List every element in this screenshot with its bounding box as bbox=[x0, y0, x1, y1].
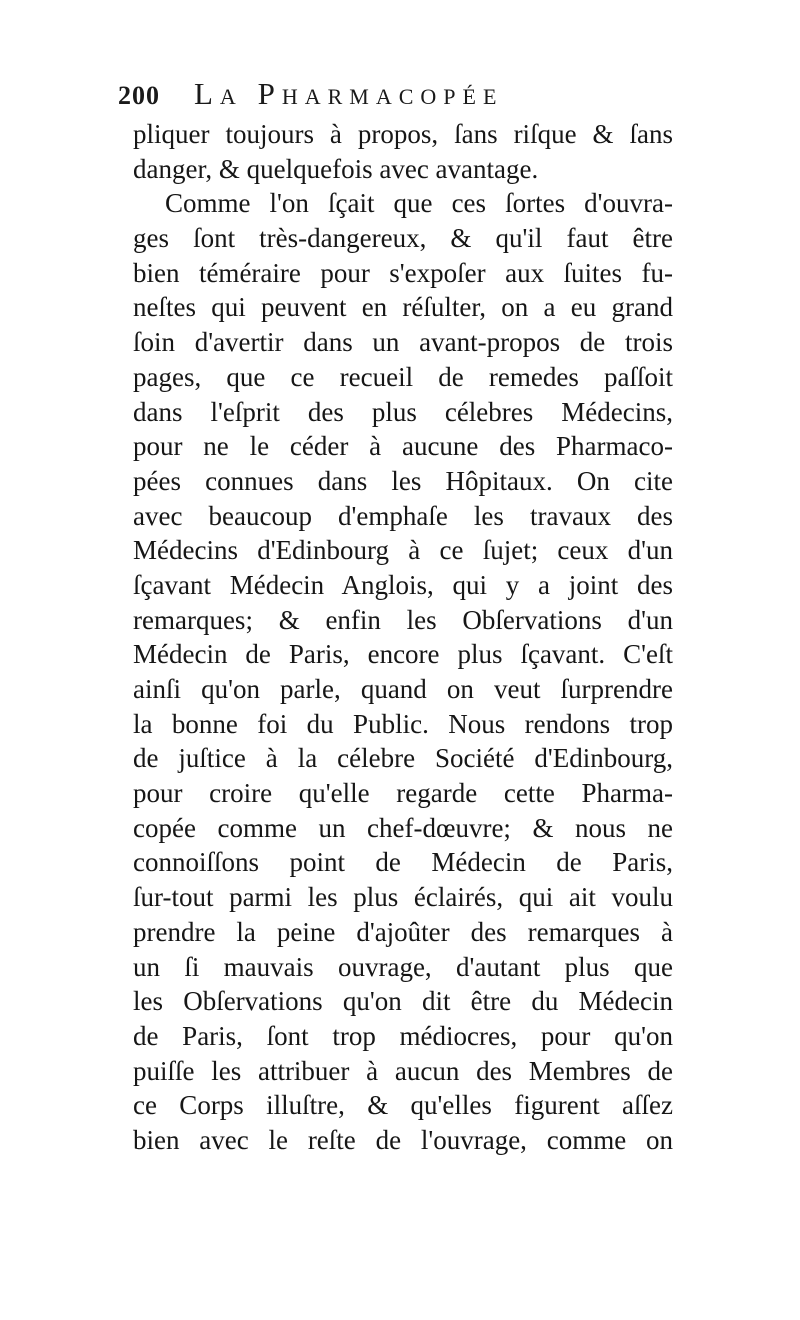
text-line: pour ne le céder à aucune des Pharmaco- bbox=[133, 431, 673, 462]
text-line: un ſi mauvais ouvrage, d'autant plus que bbox=[133, 951, 673, 982]
text-line: ſoin d'avertir dans un avant-propos de trois bbox=[133, 327, 673, 358]
running-head bbox=[118, 76, 503, 116]
text-line: puiſſe les attribuer à aucun des Membres de bbox=[133, 1055, 673, 1086]
text-line: ſçavant Médecin Anglois, qui y a joint des bbox=[133, 569, 673, 600]
text-line: bien téméraire pour s'expoſer aux ſuites fu- bbox=[133, 257, 673, 288]
text-line: dans l'eſprit des plus célebres Médecins, bbox=[133, 396, 673, 427]
text-line: pliquer toujours à propos, ſans riſque & ſans bbox=[133, 119, 673, 149]
text-line: ſur-tout parmi les plus éclairés, qui ait voulu bbox=[133, 882, 673, 913]
text-line: pages, que ce recueil de remedes paſſoit bbox=[133, 361, 673, 392]
body-text bbox=[133, 117, 673, 1158]
text-line: pour croire qu'elle regarde cette Pharma- bbox=[133, 778, 673, 809]
text-line: prendre la peine d'ajoûter des remarques à bbox=[133, 916, 673, 947]
text-line: Comme l'on ſçait que ces ſortes d'ouvra- bbox=[165, 188, 673, 219]
text-line: copée comme un chef-dœuvre; & nous ne bbox=[133, 812, 673, 843]
running-title: La Pharmacopée bbox=[194, 76, 504, 111]
text-line: la bonne foi du Public. Nous rendons trop bbox=[133, 708, 673, 739]
text-line: bien avec le reſte de l'ouvrage, comme on bbox=[133, 1124, 673, 1155]
text-line: de juſtice à la célebre Société d'Edinbourg, bbox=[133, 743, 673, 774]
page-number: 200 bbox=[118, 81, 160, 110]
text-line: les Obſervations qu'on dit être du Médecin bbox=[133, 986, 673, 1017]
text-line: ges ſont très-dangereux, & qu'il faut être bbox=[133, 223, 673, 254]
text-line: ainſi qu'on parle, quand on veut ſurprendre bbox=[133, 674, 673, 704]
text-line: remarques; & enfin les Obſervations d'un bbox=[133, 604, 673, 635]
text-line: de Paris, ſont trop médiocres, pour qu'on bbox=[133, 1020, 673, 1051]
text-line: connoiſſons point de Médecin de Paris, bbox=[133, 847, 673, 878]
text-line: danger, & quelquefois avec avantage. bbox=[133, 153, 539, 184]
text-line: avec beaucoup d'emphaſe les travaux des bbox=[133, 500, 673, 531]
text-line: pées connues dans les Hôpitaux. On cite bbox=[133, 465, 673, 496]
text-line: neſtes qui peuvent en réſulter, on a eu grand bbox=[133, 292, 673, 323]
text-line: ce Corps illuſtre, & qu'elles figurent aſſez bbox=[133, 1090, 673, 1121]
text-line: Médecin de Paris, encore plus ſçavant. C'eſt bbox=[133, 639, 673, 670]
text-line: Médecins d'Edinbourg à ce ſujet; ceux d'un bbox=[133, 535, 673, 566]
